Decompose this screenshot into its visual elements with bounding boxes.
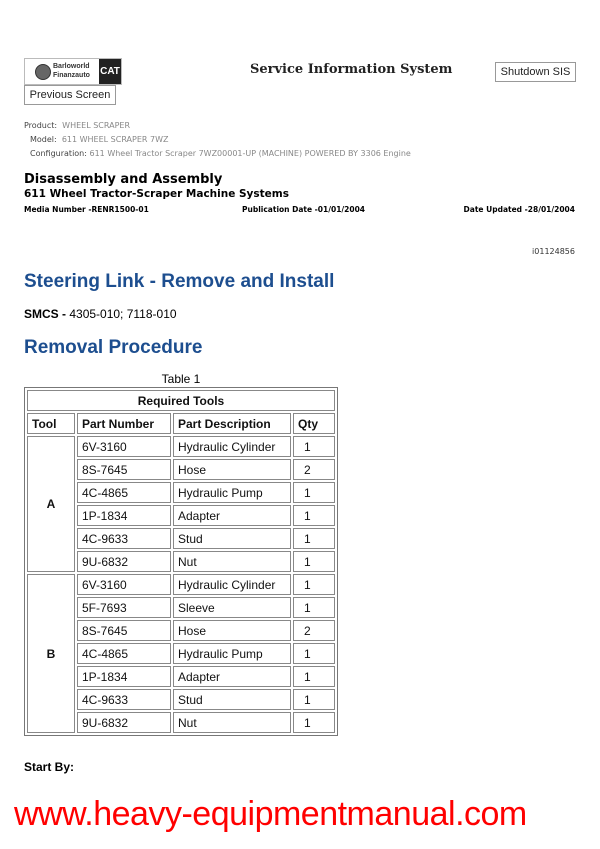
previous-screen-button[interactable]: Previous Screen — [24, 85, 116, 105]
tool-group-cell: A — [27, 436, 75, 572]
part-description-cell: Hydraulic Pump — [173, 643, 291, 664]
part-number-cell: 8S-7645 — [77, 620, 171, 641]
publication-date: Publication Date -01/01/2004 — [242, 205, 366, 214]
table-caption: Table 1 — [161, 372, 201, 386]
part-description-cell: Hose — [173, 459, 291, 480]
shutdown-sis-button[interactable]: Shutdown SIS — [495, 62, 576, 82]
model-value: 611 WHEEL SCRAPER 7WZ — [61, 135, 169, 144]
part-number-cell: 9U-6832 — [77, 551, 171, 572]
qty-cell: 1 — [293, 528, 335, 549]
table-row — [27, 574, 335, 595]
qty-cell: 1 — [293, 482, 335, 503]
part-description-cell: Stud — [173, 689, 291, 710]
required-tools-table — [24, 387, 338, 736]
product-value: WHEEL SCRAPER — [62, 121, 131, 130]
config-label: Configuration: — [30, 149, 87, 158]
product-label[interactable]: Product: — [24, 121, 58, 130]
barloworld-cat-logo — [24, 58, 122, 85]
part-number-cell: 6V-3160 — [77, 574, 171, 595]
app-title: Service Information System — [250, 62, 453, 77]
table-title: Required Tools — [27, 390, 335, 411]
smcs-label: SMCS - — [24, 307, 66, 321]
part-description-cell: Nut — [173, 712, 291, 733]
header-qty: Qty — [293, 413, 335, 434]
part-description-cell: Stud — [173, 528, 291, 549]
qty-cell: 1 — [293, 689, 335, 710]
part-number-cell: 8S-7645 — [77, 459, 171, 480]
watermark: www.heavy-equipmentmanual.com — [14, 795, 527, 833]
part-number-cell: 4C-4865 — [77, 482, 171, 503]
table-row — [27, 436, 335, 457]
logo-text-1: Barloworld — [53, 63, 90, 70]
doc-heading: Disassembly and Assembly — [24, 172, 223, 187]
header-part-number: Part Number — [77, 413, 171, 434]
qty-cell: 1 — [293, 436, 335, 457]
qty-cell: 1 — [293, 712, 335, 733]
part-description-cell: Adapter — [173, 666, 291, 687]
model-line — [30, 135, 169, 144]
header-tool: Tool — [27, 413, 75, 434]
part-description-cell: Hydraulic Cylinder — [173, 436, 291, 457]
qty-cell: 1 — [293, 666, 335, 687]
doc-id: i01124856 — [532, 247, 575, 256]
part-number-cell: 1P-1834 — [77, 666, 171, 687]
logo-text-2: Finanzauto — [53, 72, 90, 79]
qty-cell: 1 — [293, 643, 335, 664]
part-number-cell: 4C-9633 — [77, 528, 171, 549]
qty-cell: 1 — [293, 551, 335, 572]
cat-logo: CAT — [99, 59, 121, 84]
smcs-line — [24, 307, 177, 321]
qty-cell: 1 — [293, 505, 335, 526]
tool-group-cell: B — [27, 574, 75, 733]
qty-cell: 2 — [293, 620, 335, 641]
doc-subheading: 611 Wheel Tractor-Scraper Machine Systems — [24, 188, 289, 200]
part-number-cell: 4C-4865 — [77, 643, 171, 664]
media-number: Media Number -RENR1500-01 — [24, 205, 149, 214]
part-number-cell: 6V-3160 — [77, 436, 171, 457]
section-title: Removal Procedure — [24, 337, 203, 358]
part-number-cell: 4C-9633 — [77, 689, 171, 710]
globe-icon — [35, 64, 51, 80]
qty-cell: 2 — [293, 459, 335, 480]
part-description-cell: Hydraulic Pump — [173, 482, 291, 503]
part-description-cell: Hydraulic Cylinder — [173, 574, 291, 595]
part-number-cell: 5F-7693 — [77, 597, 171, 618]
part-number-cell: 9U-6832 — [77, 712, 171, 733]
part-description-cell: Adapter — [173, 505, 291, 526]
smcs-value: 4305-010; 7118-010 — [69, 307, 177, 321]
date-updated: Date Updated -28/01/2004 — [463, 205, 575, 214]
qty-cell: 1 — [293, 597, 335, 618]
config-value: 611 Wheel Tractor Scraper 7WZ00001-UP (MACHINE) POWERED BY 3306 Engine — [89, 149, 411, 158]
qty-cell: 1 — [293, 574, 335, 595]
model-label: Model: — [30, 135, 57, 144]
header-part-description: Part Description — [173, 413, 291, 434]
part-description-cell: Hose — [173, 620, 291, 641]
start-by: Start By: — [24, 760, 75, 774]
part-number-cell: 1P-1834 — [77, 505, 171, 526]
config-line — [30, 149, 411, 158]
product-line — [24, 121, 130, 130]
part-description-cell: Nut — [173, 551, 291, 572]
part-description-cell: Sleeve — [173, 597, 291, 618]
page-title: Steering Link - Remove and Install — [24, 271, 335, 292]
